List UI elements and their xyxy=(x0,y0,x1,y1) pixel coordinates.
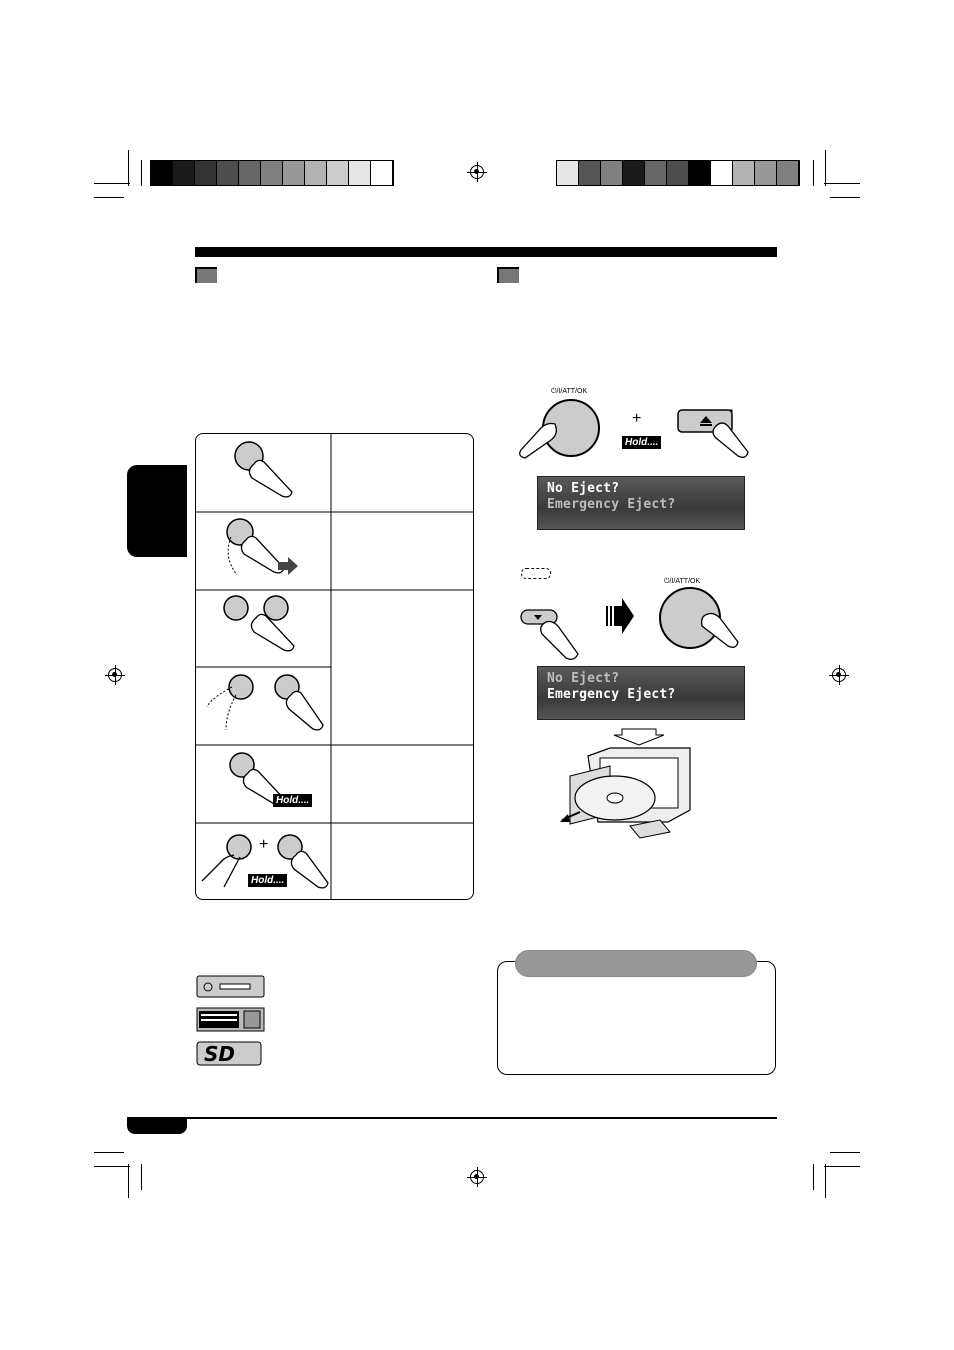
color-swatch xyxy=(305,161,327,185)
two-buttons-icon xyxy=(196,590,331,667)
sd-card-icon xyxy=(197,1042,261,1066)
down-button-press-icon xyxy=(518,604,588,664)
svg-text:SD: SD xyxy=(204,1042,236,1066)
display-screen-1 xyxy=(537,476,745,530)
color-swatch xyxy=(195,161,217,185)
section-marker-icon xyxy=(195,267,217,283)
press-hold-icon xyxy=(196,745,331,823)
color-swatch xyxy=(327,161,349,185)
color-swatch xyxy=(689,161,711,185)
hold-label: Hold.... xyxy=(273,794,312,807)
display-line-2: Emergency Eject? xyxy=(547,687,676,702)
color-swatch xyxy=(261,161,283,185)
dashed-button-icon xyxy=(521,568,551,579)
color-swatch xyxy=(667,161,689,185)
color-swatch xyxy=(239,161,261,185)
color-swatch xyxy=(217,161,239,185)
power-knob-press-icon xyxy=(515,396,625,462)
plus-sign: + xyxy=(632,410,642,427)
registration-mark-icon xyxy=(108,668,122,682)
color-swatch xyxy=(173,161,195,185)
registration-mark-icon xyxy=(470,165,484,179)
language-tab xyxy=(127,465,187,557)
operations-table xyxy=(195,433,474,900)
color-swatch xyxy=(645,161,667,185)
hold-label: Hold.... xyxy=(248,874,287,887)
two-buttons-moving-icon xyxy=(196,667,331,745)
power-button-label: ⏻/I/ATT/OK xyxy=(664,578,701,585)
color-swatch xyxy=(557,161,579,185)
color-swatch xyxy=(777,161,799,185)
color-bar-left xyxy=(150,160,394,186)
color-swatch xyxy=(755,161,777,185)
color-swatch xyxy=(283,161,305,185)
color-swatch xyxy=(579,161,601,185)
display-line-1: No Eject? xyxy=(547,671,620,686)
press-finger-icon xyxy=(196,434,331,512)
color-bar-right xyxy=(556,160,800,186)
step-arrow-icon xyxy=(606,596,636,636)
down-arrow-icon xyxy=(612,728,666,746)
page-title-bar xyxy=(195,247,777,257)
display-line-2: Emergency Eject? xyxy=(547,497,676,512)
color-swatch xyxy=(733,161,755,185)
color-swatch xyxy=(151,161,173,185)
hold-label: Hold.... xyxy=(622,436,661,449)
registration-mark-icon xyxy=(832,668,846,682)
power-button-label: ⏻/I/ATT/OK xyxy=(551,388,588,395)
plus-sign: + xyxy=(259,836,269,853)
color-swatch xyxy=(623,161,645,185)
section-marker-icon xyxy=(497,267,519,283)
display-line-1: No Eject? xyxy=(547,481,620,496)
footer-rule xyxy=(127,1117,777,1119)
power-knob-press-icon xyxy=(652,586,752,652)
media-icons xyxy=(196,975,266,1067)
page-number-tab xyxy=(127,1118,187,1134)
disc-player-icon xyxy=(197,976,264,997)
color-swatch xyxy=(601,161,623,185)
registration-mark-icon xyxy=(470,1170,484,1184)
color-swatch xyxy=(349,161,371,185)
disc-eject-illustration xyxy=(560,746,692,844)
press-two-hold-icon xyxy=(196,823,331,900)
display-screen-2 xyxy=(537,666,745,720)
note-box xyxy=(497,961,776,1075)
note-box-header xyxy=(515,950,757,977)
color-swatch xyxy=(711,161,733,185)
usb-icon xyxy=(197,1008,264,1031)
color-swatch xyxy=(371,161,393,185)
slide-finger-icon xyxy=(196,512,331,590)
eject-button-press-icon xyxy=(676,404,756,464)
